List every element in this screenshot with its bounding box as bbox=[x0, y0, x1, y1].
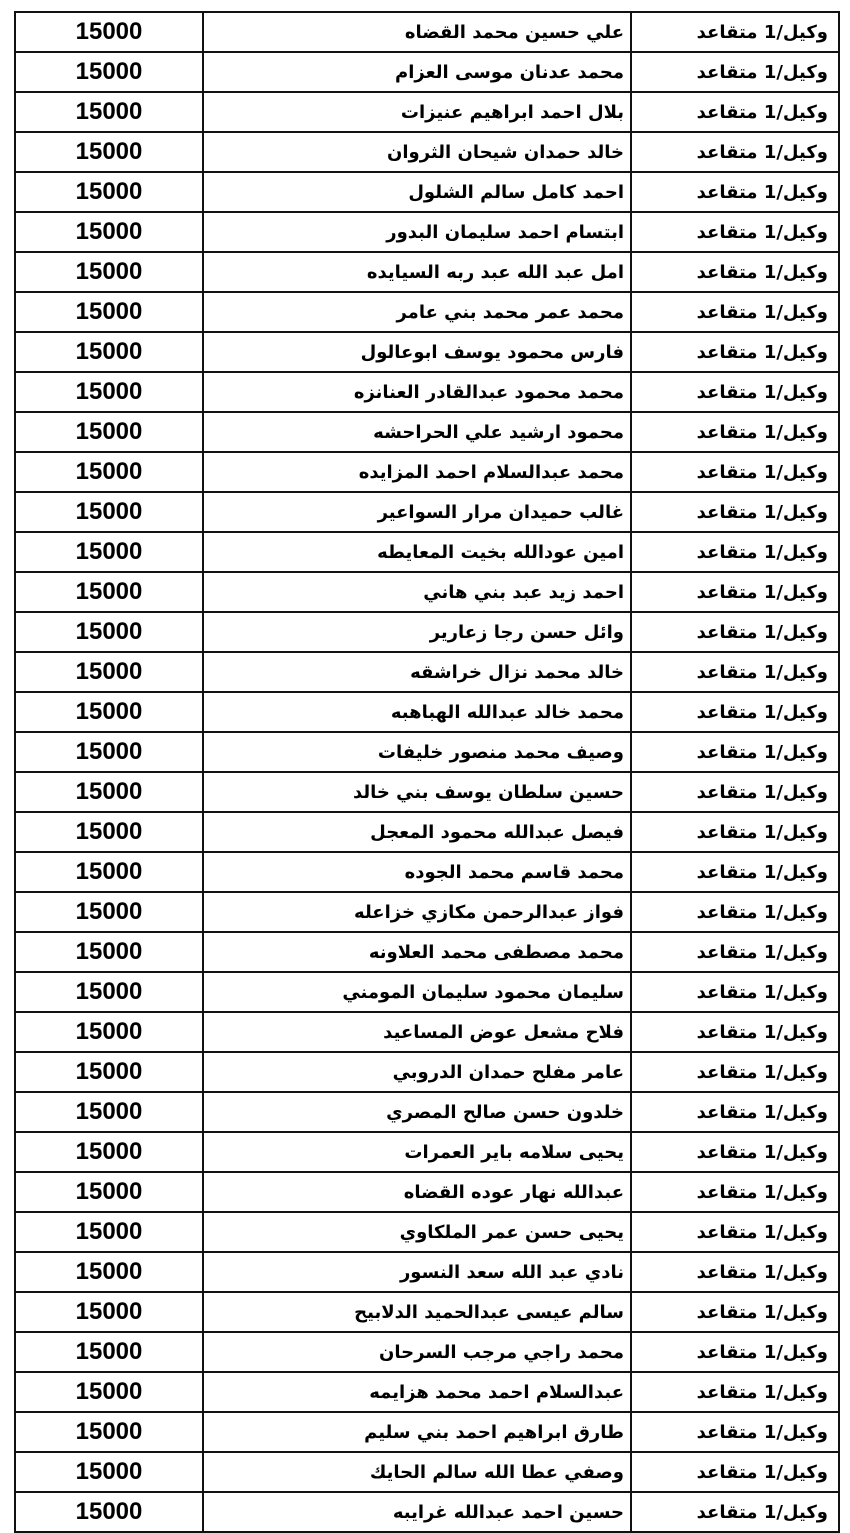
table-row bbox=[15, 1212, 839, 1252]
table-row bbox=[15, 692, 839, 732]
table-row bbox=[15, 732, 839, 772]
amount-cell: 15000 bbox=[15, 1092, 203, 1132]
amount-cell: 15000 bbox=[15, 572, 203, 612]
amount-cell: 15000 bbox=[15, 92, 203, 132]
rank-cell: وكيل/1 متقاعد bbox=[631, 12, 839, 52]
rank-cell: وكيل/1 متقاعد bbox=[631, 1052, 839, 1092]
rank-cell: وكيل/1 متقاعد bbox=[631, 252, 839, 292]
name-cell: فواز عبدالرحمن مكازي خزاعله bbox=[203, 892, 631, 932]
rank-cell: وكيل/1 متقاعد bbox=[631, 692, 839, 732]
table-row bbox=[15, 252, 839, 292]
rank-cell: وكيل/1 متقاعد bbox=[631, 92, 839, 132]
rank-cell: وكيل/1 متقاعد bbox=[631, 1092, 839, 1132]
rank-cell: وكيل/1 متقاعد bbox=[631, 52, 839, 92]
table-row bbox=[15, 132, 839, 172]
name-cell: عامر مفلح حمدان الدروبي bbox=[203, 1052, 631, 1092]
amount-cell: 15000 bbox=[15, 1132, 203, 1172]
name-cell: علي حسين محمد القضاه bbox=[203, 12, 631, 52]
name-cell: فلاح مشعل عوض المساعيد bbox=[203, 1012, 631, 1052]
amount-cell: 15000 bbox=[15, 372, 203, 412]
rank-cell: وكيل/1 متقاعد bbox=[631, 412, 839, 452]
name-cell: ابتسام احمد سليمان البدور bbox=[203, 212, 631, 252]
amount-cell: 15000 bbox=[15, 1252, 203, 1292]
rank-cell: وكيل/1 متقاعد bbox=[631, 852, 839, 892]
name-cell: خالد محمد نزال خراشقه bbox=[203, 652, 631, 692]
name-cell: محمد خالد عبدالله الهباهبه bbox=[203, 692, 631, 732]
name-cell: وائل حسن رجا زعارير bbox=[203, 612, 631, 652]
document-page bbox=[14, 11, 840, 1533]
rank-cell: وكيل/1 متقاعد bbox=[631, 1172, 839, 1212]
amount-cell: 15000 bbox=[15, 212, 203, 252]
amount-cell: 15000 bbox=[15, 1332, 203, 1372]
table-row bbox=[15, 1412, 839, 1452]
name-cell: محمد راجي مرجب السرحان bbox=[203, 1332, 631, 1372]
table-row bbox=[15, 772, 839, 812]
amount-cell: 15000 bbox=[15, 132, 203, 172]
table-row bbox=[15, 532, 839, 572]
name-cell: فارس محمود يوسف ابوعالول bbox=[203, 332, 631, 372]
rank-cell: وكيل/1 متقاعد bbox=[631, 452, 839, 492]
table-row bbox=[15, 652, 839, 692]
amount-cell: 15000 bbox=[15, 612, 203, 652]
amount-cell: 15000 bbox=[15, 1492, 203, 1532]
table-row bbox=[15, 52, 839, 92]
amount-cell: 15000 bbox=[15, 1372, 203, 1412]
rank-cell: وكيل/1 متقاعد bbox=[631, 1452, 839, 1492]
rank-cell: وكيل/1 متقاعد bbox=[631, 212, 839, 252]
name-cell: خالد حمدان شيحان الثروان bbox=[203, 132, 631, 172]
name-cell: طارق ابراهيم احمد بني سليم bbox=[203, 1412, 631, 1452]
amount-cell: 15000 bbox=[15, 972, 203, 1012]
rank-cell: وكيل/1 متقاعد bbox=[631, 1372, 839, 1412]
amount-cell: 15000 bbox=[15, 332, 203, 372]
rank-cell: وكيل/1 متقاعد bbox=[631, 612, 839, 652]
table-row bbox=[15, 332, 839, 372]
name-cell: محمود ارشيد علي الحراحشه bbox=[203, 412, 631, 452]
rank-cell: وكيل/1 متقاعد bbox=[631, 892, 839, 932]
rank-cell: وكيل/1 متقاعد bbox=[631, 1212, 839, 1252]
name-cell: احمد كامل سالم الشلول bbox=[203, 172, 631, 212]
table-row bbox=[15, 1132, 839, 1172]
name-cell: سالم عيسى عبدالحميد الدلابيح bbox=[203, 1292, 631, 1332]
name-cell: امين عودالله بخيت المعايطه bbox=[203, 532, 631, 572]
table-row bbox=[15, 572, 839, 612]
name-cell: نادي عبد الله سعد النسور bbox=[203, 1252, 631, 1292]
table-body bbox=[15, 12, 839, 1532]
amount-cell: 15000 bbox=[15, 52, 203, 92]
table-row bbox=[15, 452, 839, 492]
table-row bbox=[15, 372, 839, 412]
amount-cell: 15000 bbox=[15, 292, 203, 332]
table-row bbox=[15, 892, 839, 932]
table-row bbox=[15, 12, 839, 52]
table-row bbox=[15, 1172, 839, 1212]
name-cell: وصفي عطا الله سالم الحايك bbox=[203, 1452, 631, 1492]
table-row bbox=[15, 92, 839, 132]
table-row bbox=[15, 492, 839, 532]
name-cell: غالب حميدان مرار السواعير bbox=[203, 492, 631, 532]
amount-cell: 15000 bbox=[15, 812, 203, 852]
amount-cell: 15000 bbox=[15, 652, 203, 692]
amount-cell: 15000 bbox=[15, 772, 203, 812]
name-cell: محمد محمود عبدالقادر العنانزه bbox=[203, 372, 631, 412]
amount-cell: 15000 bbox=[15, 1052, 203, 1092]
table-row bbox=[15, 1492, 839, 1532]
rank-cell: وكيل/1 متقاعد bbox=[631, 332, 839, 372]
amount-cell: 15000 bbox=[15, 252, 203, 292]
name-cell: محمد عدنان موسى العزام bbox=[203, 52, 631, 92]
rank-cell: وكيل/1 متقاعد bbox=[631, 972, 839, 1012]
amount-cell: 15000 bbox=[15, 12, 203, 52]
table-row bbox=[15, 412, 839, 452]
retirees-table bbox=[14, 11, 840, 1533]
rank-cell: وكيل/1 متقاعد bbox=[631, 492, 839, 532]
name-cell: يحيى سلامه باير العمرات bbox=[203, 1132, 631, 1172]
name-cell: يحيى حسن عمر الملكاوي bbox=[203, 1212, 631, 1252]
name-cell: خلدون حسن صالح المصري bbox=[203, 1092, 631, 1132]
table-row bbox=[15, 972, 839, 1012]
rank-cell: وكيل/1 متقاعد bbox=[631, 652, 839, 692]
rank-cell: وكيل/1 متقاعد bbox=[631, 1332, 839, 1372]
table-row bbox=[15, 1452, 839, 1492]
amount-cell: 15000 bbox=[15, 412, 203, 452]
rank-cell: وكيل/1 متقاعد bbox=[631, 1132, 839, 1172]
amount-cell: 15000 bbox=[15, 532, 203, 572]
table-row bbox=[15, 292, 839, 332]
name-cell: عبدالسلام احمد محمد هزايمه bbox=[203, 1372, 631, 1412]
rank-cell: وكيل/1 متقاعد bbox=[631, 572, 839, 612]
rank-cell: وكيل/1 متقاعد bbox=[631, 532, 839, 572]
name-cell: محمد عبدالسلام احمد المزايده bbox=[203, 452, 631, 492]
amount-cell: 15000 bbox=[15, 1412, 203, 1452]
name-cell: فيصل عبدالله محمود المعجل bbox=[203, 812, 631, 852]
amount-cell: 15000 bbox=[15, 732, 203, 772]
amount-cell: 15000 bbox=[15, 892, 203, 932]
table-row bbox=[15, 172, 839, 212]
amount-cell: 15000 bbox=[15, 692, 203, 732]
rank-cell: وكيل/1 متقاعد bbox=[631, 172, 839, 212]
table-row bbox=[15, 932, 839, 972]
table-row bbox=[15, 1092, 839, 1132]
rank-cell: وكيل/1 متقاعد bbox=[631, 732, 839, 772]
table-row bbox=[15, 1332, 839, 1372]
table-row bbox=[15, 812, 839, 852]
name-cell: وصيف محمد منصور خليفات bbox=[203, 732, 631, 772]
rank-cell: وكيل/1 متقاعد bbox=[631, 1252, 839, 1292]
name-cell: محمد عمر محمد بني عامر bbox=[203, 292, 631, 332]
rank-cell: وكيل/1 متقاعد bbox=[631, 292, 839, 332]
name-cell: احمد زيد عبد بني هاني bbox=[203, 572, 631, 612]
amount-cell: 15000 bbox=[15, 852, 203, 892]
table-row bbox=[15, 1292, 839, 1332]
amount-cell: 15000 bbox=[15, 1212, 203, 1252]
name-cell: حسين احمد عبدالله غرايبه bbox=[203, 1492, 631, 1532]
table-row bbox=[15, 1252, 839, 1292]
table-row bbox=[15, 852, 839, 892]
amount-cell: 15000 bbox=[15, 1452, 203, 1492]
table-row bbox=[15, 212, 839, 252]
amount-cell: 15000 bbox=[15, 452, 203, 492]
rank-cell: وكيل/1 متقاعد bbox=[631, 1012, 839, 1052]
table-row bbox=[15, 1012, 839, 1052]
amount-cell: 15000 bbox=[15, 932, 203, 972]
rank-cell: وكيل/1 متقاعد bbox=[631, 132, 839, 172]
table-row bbox=[15, 612, 839, 652]
rank-cell: وكيل/1 متقاعد bbox=[631, 812, 839, 852]
name-cell: سليمان محمود سليمان المومني bbox=[203, 972, 631, 1012]
table-row bbox=[15, 1052, 839, 1092]
amount-cell: 15000 bbox=[15, 1172, 203, 1212]
rank-cell: وكيل/1 متقاعد bbox=[631, 372, 839, 412]
name-cell: حسين سلطان يوسف بني خالد bbox=[203, 772, 631, 812]
name-cell: بلال احمد ابراهيم عنيزات bbox=[203, 92, 631, 132]
name-cell: عبدالله نهار عوده القضاه bbox=[203, 1172, 631, 1212]
name-cell: امل عبد الله عبد ربه السيايده bbox=[203, 252, 631, 292]
table-row bbox=[15, 1372, 839, 1412]
rank-cell: وكيل/1 متقاعد bbox=[631, 932, 839, 972]
rank-cell: وكيل/1 متقاعد bbox=[631, 772, 839, 812]
amount-cell: 15000 bbox=[15, 172, 203, 212]
name-cell: محمد مصطفى محمد العلاونه bbox=[203, 932, 631, 972]
amount-cell: 15000 bbox=[15, 1292, 203, 1332]
amount-cell: 15000 bbox=[15, 492, 203, 532]
amount-cell: 15000 bbox=[15, 1012, 203, 1052]
name-cell: محمد قاسم محمد الجوده bbox=[203, 852, 631, 892]
rank-cell: وكيل/1 متقاعد bbox=[631, 1412, 839, 1452]
rank-cell: وكيل/1 متقاعد bbox=[631, 1492, 839, 1532]
rank-cell: وكيل/1 متقاعد bbox=[631, 1292, 839, 1332]
